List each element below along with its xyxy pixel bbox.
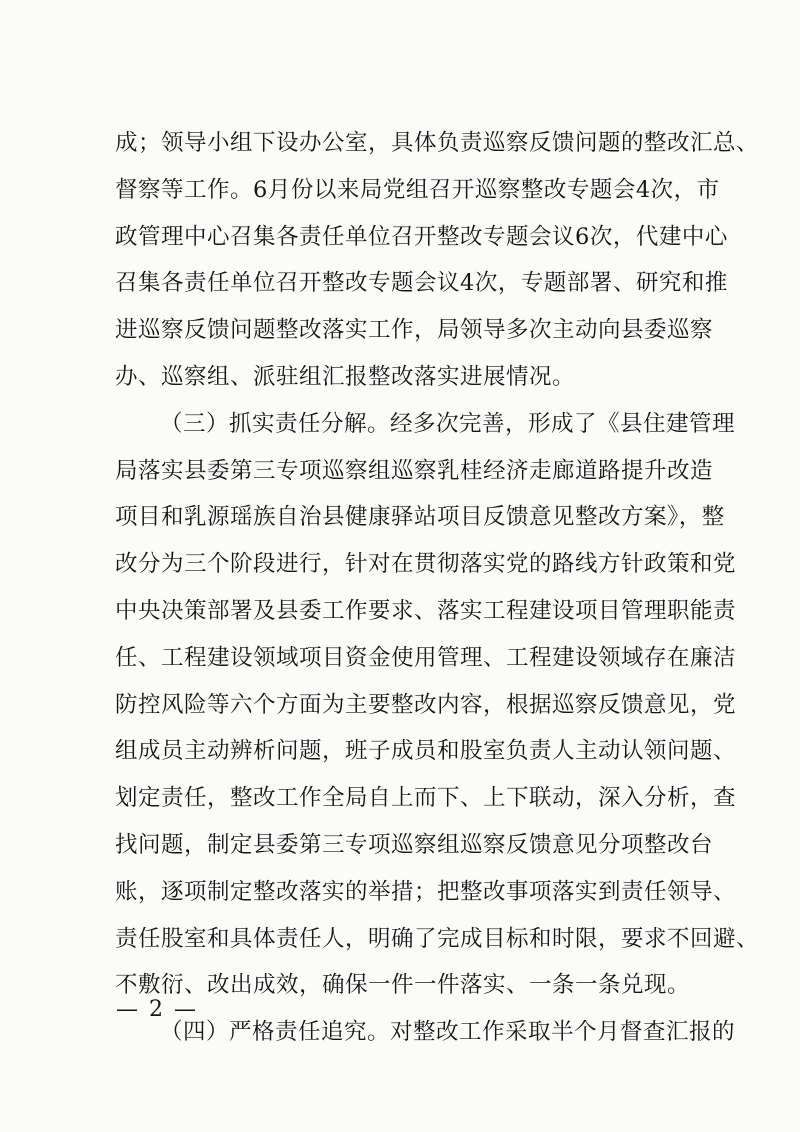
text-line: 成；领导小组下设办公室，具体负责巡察反馈问题的整改汇总、: [115, 130, 760, 156]
text-line: 项目和乳源瑶族自治县健康驿站项目反馈意见整改方案》，整: [115, 504, 725, 531]
text-line: 组成员主动辨析问题，班子成员和股室负责人主动认领问题、: [115, 738, 737, 765]
text-line: 任、工程建设领域项目资金使用管理、工程建设领域存在廉洁: [115, 644, 737, 671]
text-line: 改分为三个阶段进行，针对在贯彻落实党的路线方针政策和党: [115, 551, 737, 578]
text-line: 划定责任，整改工作全局自上而下、上下联动，深入分析，查: [115, 785, 737, 812]
section-three-heading-line: （三）抓实责任分解。经多次完善，形成了《县住建管理: [160, 410, 736, 437]
text-line: 办、巡察组、派驻组汇报整改落实进展情况。: [115, 363, 576, 390]
text-line: 账，逐项制定整改落实的举措；把整改事项落实到责任领导、: [115, 878, 737, 905]
text-line: 进巡察反馈问题整改落实工作，局领导多次主动向县委巡察: [115, 317, 714, 344]
text-line: 局落实县委第三专项巡察组巡察乳桂经济走廊道路提升改造: [115, 457, 714, 484]
text-line: 中央决策部署及县委工作要求、落实工程建设项目管理职能责: [115, 597, 737, 624]
text-line: 防控风险等六个方面为主要整改内容，根据巡察反馈意见，党: [115, 691, 737, 718]
text-line: 召集各责任单位召开整改专题会议4次，专题部署、研究和推: [115, 270, 728, 297]
text-line: 责任股室和具体责任人，明确了完成目标和时限，要求不回避、: [115, 925, 760, 952]
page-number: — 2 —: [116, 997, 198, 1022]
text-line: 督察等工作。6月份以来局党组召开巡察整改专题会4次，市: [115, 176, 720, 203]
text-line: 政管理中心召集各责任单位召开整改专题会议6次，代建中心: [115, 223, 728, 250]
body-text: [115, 120, 760, 1056]
text-line: 不敷衍、改出成效，确保一件一件落实、一条一条兑现。: [115, 972, 691, 999]
text-line: 找问题，制定县委第三专项巡察组巡察反馈意见分项整改台: [115, 831, 714, 858]
section-four-heading-line: （四）严格责任追究。对整改工作采取半个月督查汇报的: [160, 1019, 736, 1046]
